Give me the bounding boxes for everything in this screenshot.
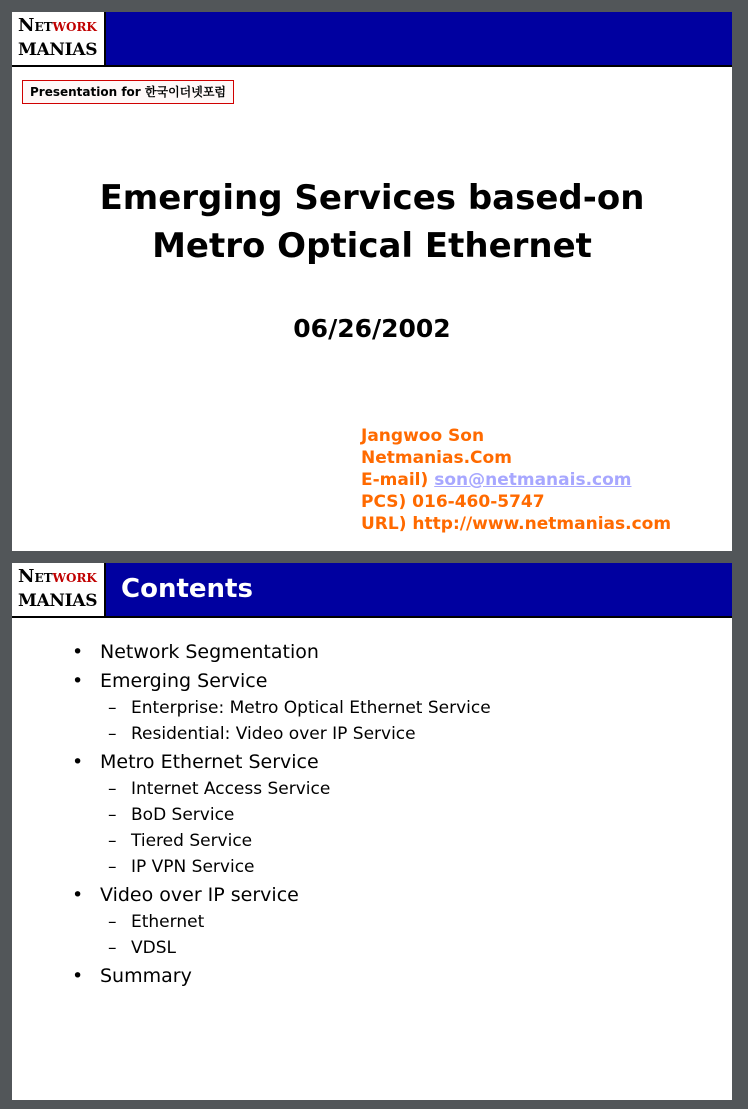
networkmanias-logo [12,12,106,65]
logo-letters: ET [34,571,53,585]
author-name: Jangwoo Son [361,426,485,446]
slide-header-bar [12,12,732,67]
author-url[interactable]: URL) http://www.netmanias.com [361,514,672,534]
presentation-title [12,174,732,270]
contents-subitem: – Residential: Video over IP Service [72,721,491,747]
contents-item: • Metro Ethernet Service [72,748,491,776]
email-link[interactable]: son@netmanais.com [434,470,632,490]
title-line-1: Emerging Services based-on [99,178,645,218]
contents-item: • Network Segmentation [72,638,491,666]
author-company: Netmanias.Com [361,448,512,468]
logo-letters: ET [34,20,53,34]
contents-item: • Summary [72,962,491,990]
author-pcs: PCS) 016-460-5747 [361,492,545,512]
logo-letter: N [18,566,35,587]
contents-subitem: – Tiered Service [72,828,491,854]
logo-line-manias: MANIAS [18,40,98,60]
logo-line-manias: MANIAS [18,591,98,611]
contents-title: Contents [121,574,253,604]
contents-list [72,637,491,990]
contents-item: • Video over IP service [72,881,491,909]
contents-subitem: – Enterprise: Metro Optical Ethernet Service [72,695,491,721]
contents-subitem: – VDSL [72,935,491,961]
logo-line-network [18,568,97,586]
author-block [361,425,671,535]
slide-contents [12,563,732,1100]
contents-item: • Emerging Service [72,667,491,695]
slide-title [12,12,732,551]
contents-subitem: – BoD Service [72,802,491,828]
logo-line-network [18,17,97,35]
logo-letters-red: WORK [52,20,97,34]
networkmanias-logo [12,563,106,616]
title-line-2: Metro Optical Ethernet [152,226,592,266]
contents-subitem: – IP VPN Service [72,854,491,880]
author-email-row [361,469,671,491]
slide-header-bar [12,563,732,618]
presentation-tag: Presentation for 한국이더넷포럼 [22,80,234,104]
email-label: E-mail) [361,470,429,490]
contents-subitem: – Ethernet [72,909,491,935]
logo-letters-red: WORK [52,571,97,585]
logo-letter: N [18,15,35,36]
contents-subitem: – Internet Access Service [72,776,491,802]
presentation-date: 06/26/2002 [293,314,451,343]
